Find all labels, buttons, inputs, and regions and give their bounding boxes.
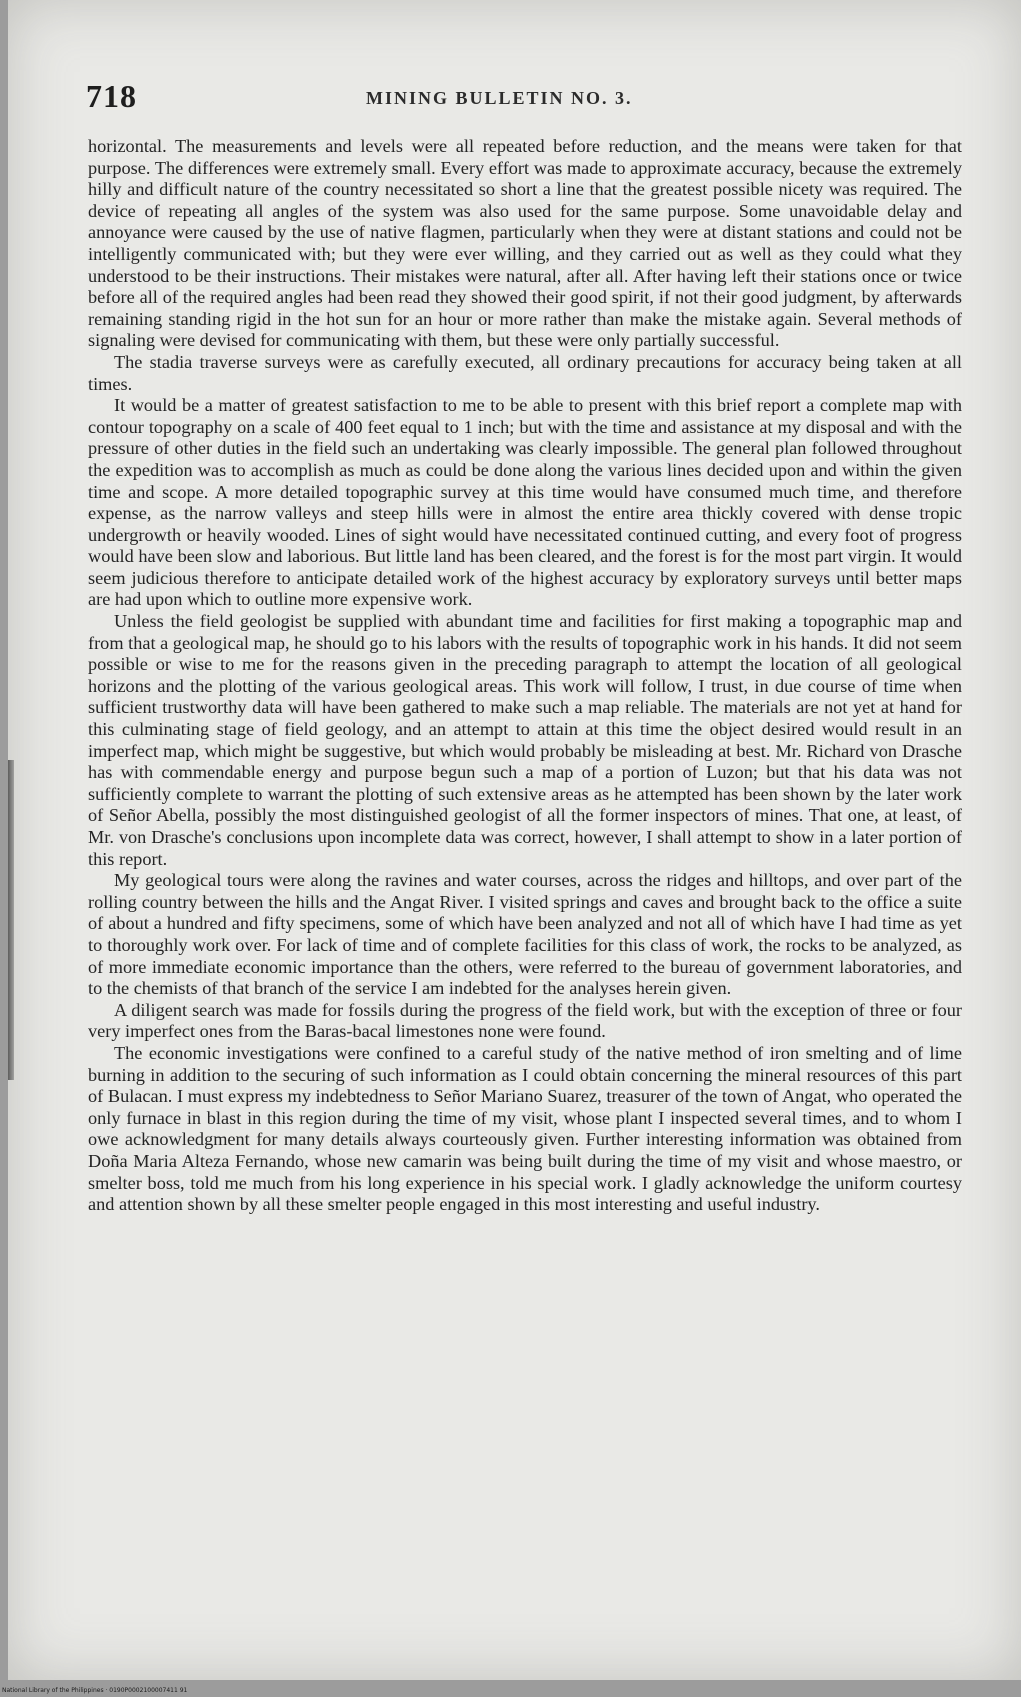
body-text xyxy=(88,136,962,1216)
scan-footer-text: National Library of the Philippines · 0190P0002100007411 91 xyxy=(2,1687,188,1694)
paragraph-2: The stadia traverse surveys were as carefully executed, all ordinary precautions for accuracy being taken at all times. xyxy=(88,351,962,394)
paragraph-5: My geological tours were along the ravines and water courses, across the ridges and hilltops, and over part of the rolling country between the hills and the Angat River. I visited springs and caves and brought back to the office a suite of about a hundred and fifty specimens, some of which have been analyzed and not all of which have I had time as yet to thoroughly work over. For lack of time and of complete facilities for this class of work, the rocks to be analyzed, as of more immediate economic importance than the others, were referred to the bureau of government laboratories, and to the chemists of that branch of the service I am indebted for the analyses herein given. xyxy=(88,870,962,999)
paragraph-7: The economic investigations were confined to a careful study of the native method of iron smelting and of lime burning in addition to the securing of such information as I could obtain concerning the mineral resources of this part of Bulacan. I must express my indebtedness to Señor Mariano Suarez, treasurer of the town of Angat, who operated the only furnace in blast in this region during the time of my visit, whose plant I inspected several times, and to whom I owe acknowledgment for many details always courteously given. Further interesting information was obtained from Doña Maria Alteza Fernando, whose new camarin was being built during the time of my visit and whose maestro, or smelter boss, told me much from his long experience in his special work. I gladly acknowledge the uniform courtesy and attention shown by all these smelter people engaged in this most interesting and useful industry. xyxy=(88,1042,962,1215)
paragraph-1: horizontal. The measurements and levels were all repeated before reduction, and the means were taken for that purpose. The differences were extremely small. Every effort was made to approximate accuracy, because the extremely hilly and difficult nature of the country necessitated so short a line that the greatest possible nicety was required. The device of repeating all angles of the system was also used for the same purpose. Some unavoidable delay and annoyance were caused by the use of native flagmen, particularly when they were at distant stations and could not be intelligently communicated with; but they were ever willing, and they carried out as well as they could what they understood to be their instructions. Their mistakes were natural, after all. After having left their stations once or twice before all of the required angles had been read they showed their good spirit, if not their good judgment, by afterwards remaining standing rigid in the hot sun for an hour or more rather than make the mistake again. Several methods of signaling were devised for communicating with them, but these were only partially successful. xyxy=(88,136,962,351)
paragraph-4: Unless the field geologist be supplied with abundant time and facilities for first making a topographic map and from that a geological map, he should go to his labors with the results of topographic work in his hands. It did not seem possible or wise to me for the reasons given in the preceding paragraph to attempt the location of all geological horizons and the plotting of the various geological areas. This work will follow, I trust, in due course of time when sufficient trustworthy data will have been gathered to make such a map reliable. The materials are not yet at hand for this culminating stage of field geology, and an attempt to attain at this time the object desired would result in an imperfect map, which might be suggestive, but which would probably be misleading at best. Mr. Richard von Drasche has with commendable energy and purpose begun such a map of a portion of Luzon; but that his data was not sufficiently complete to warrant the plotting of such extensive areas as he attempted has been shown by the later work of Señor Abella, possibly the most distinguished geologist of all the former inspectors of mines. That one, at least, of Mr. von Drasche's conclusions upon incomplete data was correct, however, I shall attempt to show in a later portion of this report. xyxy=(88,611,962,869)
paragraph-6: A diligent search was made for fossils during the progress of the field work, but with the exception of three or four very imperfect ones from the Baras-bacal limestones none were found. xyxy=(88,999,962,1042)
book-page xyxy=(8,0,1021,1680)
paragraph-3: It would be a matter of greatest satisfaction to me to be able to present with this brief report a complete map with contour topography on a scale of 400 feet equal to 1 inch; but with the time and assistance at my disposal and with the pressure of other duties in the field such an undertaking was clearly impossible. The general plan followed throughout the expedition was to accomplish as much as could be done along the various lines decided upon and within the given time and scope. A more detailed topographic survey at this time would have consumed much time, and therefore expense, as the narrow valleys and steep hills were in almost the entire area thickly covered with dense tropic undergrowth or heavily wooded. Lines of sight would have necessitated continued cutting, and every foot of progress would have been slow and laborious. But little land has been cleared, and the forest is for the most part virgin. It would seem judicious therefore to anticipate detailed work of the highest accuracy by exploratory surveys until better maps are had upon which to outline more expensive work. xyxy=(88,395,962,610)
running-head: MINING BULLETIN NO. 3. xyxy=(366,88,633,108)
page-header xyxy=(86,78,966,118)
page-number: 718 xyxy=(86,78,137,114)
page-spine-shadow xyxy=(8,760,14,1080)
